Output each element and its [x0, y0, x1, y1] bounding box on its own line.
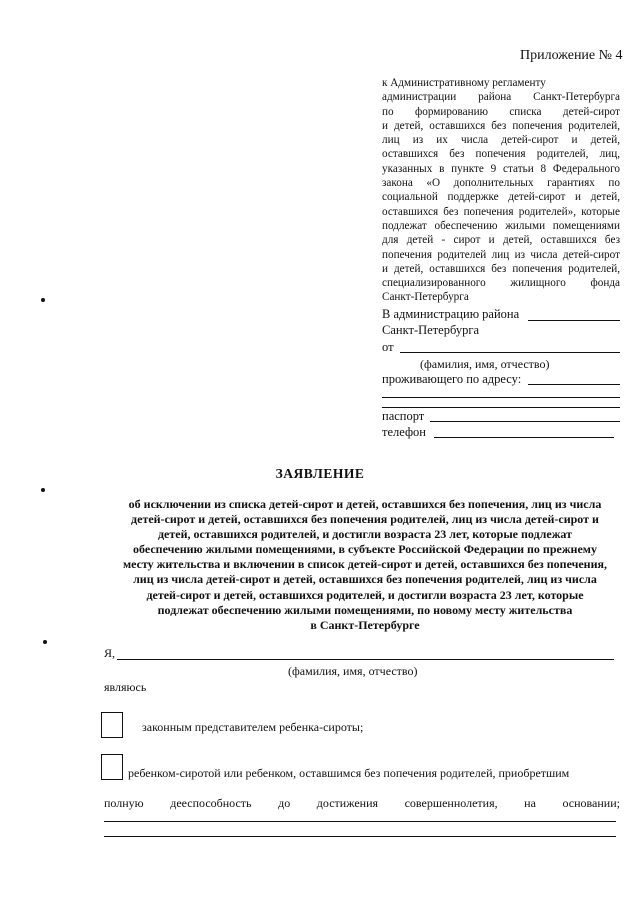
- reglament-line: оставшихся без попечения родителей», которые: [382, 205, 620, 218]
- margin-dot: [41, 488, 45, 492]
- subject-line: обеспечению жилыми помещениями, в субъекте Российской Федерации по прежнему: [133, 542, 597, 557]
- margin-dot: [43, 640, 47, 644]
- subject-line: лиц из числа детей-сирот и детей, оставшихся без попечения родителей, лиц из числа: [133, 572, 597, 587]
- document-title: ЗАЯВЛЕНИЕ: [275, 466, 365, 481]
- phone-label: телефон: [382, 425, 426, 439]
- being-label: являюсь: [104, 680, 147, 694]
- address-field-2[interactable]: [382, 397, 620, 398]
- subject-line: детей, оставшихся родителей, и достигли возраста 23 лет, которые подлежат: [157, 527, 572, 542]
- reglament-line: социальной поддержке детей-сирот и детей,: [382, 191, 620, 204]
- from-label: от: [382, 340, 394, 354]
- applicant-fio-field[interactable]: [117, 659, 614, 660]
- continuation-word: полную: [104, 796, 144, 810]
- district-field[interactable]: [528, 320, 620, 321]
- orphan-checkbox[interactable]: [101, 754, 123, 780]
- reglament-line: для детей - сирот и детей, оставшихся без: [382, 234, 620, 247]
- orphan-continuation: [104, 796, 620, 811]
- reglament-line: лиц из их числа детей-сирот и детей,: [382, 134, 620, 147]
- applicant-i-label: Я,: [104, 646, 116, 660]
- continuation-word: на: [524, 796, 536, 810]
- subject-line: детей-сирот и детей, оставшихся родителей, и достигли возраста 23 лет, которые: [146, 587, 584, 602]
- reglament-line: по формированию списка детей-сирот: [382, 105, 620, 118]
- appendix-number: Приложение № 4: [520, 48, 623, 63]
- continuation-word: достижения: [316, 796, 379, 810]
- reglament-line: попечения родителей лиц из числа детей-сирот: [382, 248, 620, 261]
- subject-line: об исключении из списка детей-сирот и детей, оставшихся без попечения, лиц из числа: [128, 497, 602, 511]
- basis-field-2[interactable]: [104, 836, 616, 837]
- basis-field[interactable]: [104, 821, 616, 822]
- continuation-word: совершеннолетия,: [404, 796, 498, 810]
- fio-caption: (фамилия, имя, отчество): [420, 357, 550, 371]
- reglament-line: указанных в пункте 9 статьи 8 Федерального: [382, 162, 620, 175]
- reglament-line: закона «О дополнительных гарантиях по: [382, 177, 620, 190]
- reglament-line: оставшихся без попечения родителей, лиц,: [382, 148, 620, 161]
- reglament-reference: [382, 76, 620, 305]
- reglament-line: подлежат обеспечению жилыми помещениями: [382, 219, 620, 232]
- subject-line: месту жительства и включении в список детей-сирот и детей, оставшихся без попечения,: [122, 557, 608, 572]
- reglament-line: специализированного жилищного фонда: [382, 277, 620, 290]
- from-field[interactable]: [400, 352, 620, 353]
- continuation-word: дееспособность: [170, 796, 252, 810]
- legal-rep-checkbox[interactable]: [101, 712, 123, 738]
- continuation-word: до: [278, 796, 291, 810]
- to-district-label: В администрацию района: [382, 307, 520, 321]
- margin-dot: [41, 298, 45, 302]
- applicant-fio-caption: (фамилия, имя, отчество): [288, 664, 418, 678]
- phone-field[interactable]: [434, 437, 614, 438]
- reglament-line: и детей, оставшихся без попечения родителей,: [382, 119, 620, 132]
- address-field[interactable]: [528, 384, 620, 385]
- reglament-line: к Административному регламенту: [382, 77, 546, 89]
- subject-line: подлежат обеспечению жилыми помещениями, по новому месту жительства: [157, 602, 573, 617]
- subject-line: детей-сирот и детей, оставшихся без попечения родителей, лиц из числа детей-сирот и: [131, 512, 599, 527]
- orphan-label: ребенком-сиротой или ребенком, оставшимся без попечения родителей, приобретшим: [128, 766, 570, 780]
- city-label: Санкт-Петербурга: [382, 323, 480, 337]
- document-subject: [104, 497, 626, 633]
- continuation-word: основании;: [562, 796, 620, 810]
- residing-label: проживающего по адресу:: [382, 372, 522, 386]
- passport-label: паспорт: [382, 409, 425, 423]
- reglament-line: Санкт-Петербурга: [382, 291, 469, 304]
- subject-line: в Санкт-Петербурге: [310, 617, 420, 632]
- legal-rep-label: законным представителем ребенка-сироты;: [142, 720, 364, 734]
- passport-field[interactable]: [430, 421, 620, 422]
- reglament-line: администрации района Санкт-Петербурга: [382, 91, 620, 104]
- reglament-line: и детей, оставшихся без попечения родителей,: [382, 262, 620, 275]
